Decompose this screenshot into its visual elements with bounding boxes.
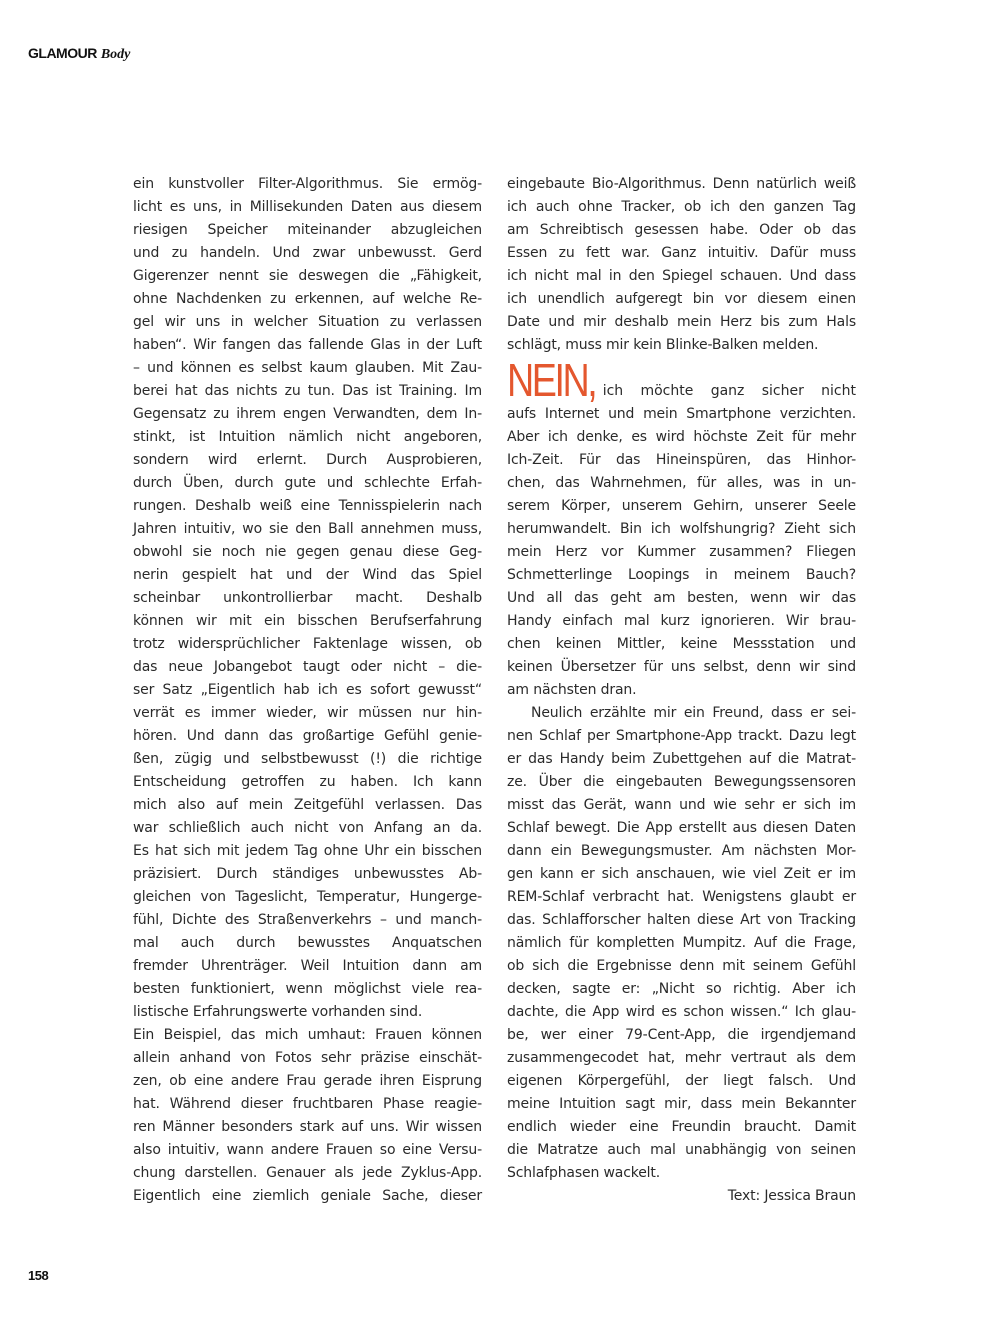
text-line: das. Schlafforscher halten diese Art von Tracking (507, 912, 856, 928)
text-line: und zu handeln. Und zwar unbewusst. Gerd (133, 245, 482, 261)
text-line: Handy einfach mal kurz ignorieren. Wir brau- (507, 613, 856, 629)
text-line: dann ein Bewegungsmuster. Am nächsten Mor- (507, 843, 856, 859)
text-line: Aber ich denke, es wird höchste Zeit für mehr (507, 429, 856, 445)
text-line: listische Erfahrungswerte vorhanden sind. (133, 1004, 423, 1020)
text-line: ohne Nachdenken zu erkennen, auf welche Re- (133, 291, 482, 307)
text-line: misst das Gerät, wann und wie sehr er sich im (507, 797, 856, 813)
text-line: Schlafphasen wackelt. (507, 1165, 661, 1181)
text-line: durch Üben, durch gute und schlechte Erfah- (133, 475, 482, 491)
text-line: verrät es immer wieder, wir müssen nur hin- (133, 705, 482, 721)
text-line: nämlich für kompletten Mumpitz. Auf die Frage, (507, 935, 856, 951)
author-credit: Text: Jessica Braun (727, 1188, 856, 1204)
text-line: – und können es selbst kaum glauben. Mit Zau- (133, 360, 482, 376)
text-line: chen, das Wahrnehmen, für alles, was in un- (507, 475, 856, 491)
text-line: Jahren intuitiv, wo sie den Ball annehmen muss, (133, 521, 482, 537)
text-line: gen kann er sich anschauen, wie viel Zeit er im (507, 866, 856, 882)
text-line: Schlaf bewegt. Die App erstellt aus diesen Daten (507, 820, 856, 836)
text-line: ich nicht mal in den Spiegel schauen. Und dass (507, 268, 856, 284)
text-line: nerin gespielt hat und der Wind das Spiel (133, 567, 482, 583)
text-line: am nächsten dran. (507, 682, 637, 698)
text-line: scheinbar unkontrollierbar macht. Deshalb (133, 590, 482, 606)
text-line: Es hat sich mit jedem Tag ohne Uhr ein bisschen (133, 843, 482, 859)
text-line: Eigentlich eine ziemlich geniale Sache, dieser (133, 1188, 482, 1204)
lead-rest-text: ich möchte ganz sicher nicht (602, 383, 856, 399)
text-line: gleichen von Tageslicht, Temperatur, Hungerge- (133, 889, 482, 905)
text-line: gel wir uns in welcher Situation zu verlassen (133, 314, 482, 330)
text-line: fühl, Dichte des Straßenverkehrs – und manch- (133, 912, 482, 928)
text-line: REM-Schlaf verbracht hat. Wenigstens glaubt er (507, 889, 856, 905)
text-line: Ich-Zeit. Für das Hineinspüren, das Hinhor- (507, 452, 856, 468)
text-line: stinkt, ist Intuition nämlich nicht angeboren, (133, 429, 482, 445)
text-line: riesigen Speicher miteinander abzugleichen (133, 222, 482, 238)
text-line: eingebaute Bio-Algorithmus. Denn natürlich weiß (507, 176, 856, 192)
text-line: sondern wird erlernt. Durch Ausprobieren, (133, 452, 482, 468)
text-line: ein kunstvoller Filter-Algorithmus. Sie ermög- (133, 176, 482, 192)
text-line: meine Intuition sagt mir, dass mein Bekannter (507, 1096, 856, 1112)
text-line: trotz widersprüchlicher Faktenlage wissen, ob (133, 636, 482, 652)
text-line: Entscheidung getroffen zu haben. Ich kann (133, 774, 482, 790)
text-line: herumwandelt. Bin ich wolfshungrig? Zieht sich (507, 521, 856, 537)
text-line: er das Handy beim Zubettgehen auf die Matrat- (507, 751, 856, 767)
text-line: Neulich erzählte mir ein Freund, dass er sei- (531, 705, 856, 721)
text-line: be, wer einer 79-Cent-App, die irgendjemand (507, 1027, 856, 1043)
text-line: schlägt, muss mir kein Blinke-Balken melden. (507, 337, 819, 353)
text-line: Schmetterlinge Loopings in meinem Bauch? (507, 567, 856, 583)
text-line: ser Satz „Eigentlich hab ich es sofort gewusst“ (133, 682, 482, 698)
magazine-header (28, 45, 130, 65)
text-line: mein Herz vor Kummer zusammen? Fliegen (507, 544, 856, 560)
text-line: hat. Während dieser fruchtbaren Phase reagie- (133, 1096, 482, 1112)
text-line: mal auch durch bewusstes Anquatschen (133, 935, 482, 951)
text-line: präzisiert. Durch ständiges unbewusstes Ab- (133, 866, 482, 882)
text-line: ich auch ohne Tracker, ob ich den ganzen Tag (507, 199, 856, 215)
text-line: hören. Und dann das großartige Gefühl genie- (133, 728, 482, 744)
text-line: am Schreibtisch gesessen habe. Oder ob das (507, 222, 856, 238)
text-line: die Matratze auch mal unabhängig von seinen (507, 1142, 856, 1158)
text-line: Essen zu fett war. Ganz intuitiv. Dafür muss (507, 245, 856, 261)
text-line: ob sich die Ergebnisse denn mit seinem Gefühl (507, 958, 856, 974)
text-line: Date und mir deshalb mein Herz bis zum Hals (507, 314, 856, 330)
text-line: mich also auf mein Zeitgefühl verlassen. Das (133, 797, 482, 813)
text-line: das neue Jobangebot taugt oder nicht – die- (133, 659, 482, 675)
text-line: rungen. Deshalb weiß eine Tennisspielerin nach (133, 498, 482, 514)
left-column (133, 173, 482, 1208)
right-column (507, 173, 856, 1208)
text-line: war schließlich auch nicht von Anfang an da. (133, 820, 482, 836)
text-line: ßen, zügig und selbstbewusst (!) die richtige (133, 751, 482, 767)
text-line: endlich wieder eine Freundin braucht. Damit (507, 1119, 856, 1135)
text-line: chen keinen Mittler, keine Messstation und (507, 636, 856, 652)
text-line: dachte, die App wird es schon wissen.“ Ich glau- (507, 1004, 856, 1020)
text-line: licht es uns, in Millisekunden Daten aus diesem (133, 199, 482, 215)
text-line: ren Männer besonders stark auf uns. Wir wissen (133, 1119, 482, 1135)
section-name: Body (100, 47, 131, 62)
text-line: also intuitiv, wann andere Frauen so eine Versu- (133, 1142, 482, 1158)
text-line: zen, ob eine andere Frau gerade ihren Eisprung (133, 1073, 482, 1089)
text-line: serem Körper, unserem Gehirn, unserer Seele (507, 498, 856, 514)
text-line: aufs Internet und mein Smartphone verzichten. (507, 406, 856, 422)
page-number: 158 (28, 1268, 49, 1283)
text-line: ze. Über die eingebauten Bewegungssensoren (507, 774, 856, 790)
text-line: berei hat das nichts zu tun. Das ist Training. Im (133, 383, 482, 399)
text-line: keinen Übersetzer für uns selbst, denn wir sind (507, 659, 856, 675)
text-line: allein anhand von Fotos sehr präzise einschät- (133, 1050, 482, 1066)
lead-line (507, 354, 856, 406)
brand-name: GLAMOUR (28, 45, 97, 61)
text-line: Ein Beispiel, das mich umhaut: Frauen können (133, 1027, 482, 1043)
text-line: besten funktioniert, wenn möglichst viele rea- (133, 981, 482, 997)
text-line: Gigerenzer nennt sie deswegen die „Fähigkeit, (133, 268, 482, 284)
text-line: haben“. Wir fangen das fallende Glas in der Luft (133, 337, 482, 353)
text-line: Und all das geht am besten, wenn wir das (507, 590, 856, 606)
text-line: eigenen Körpergefühl, der liegt falsch. Und (507, 1073, 856, 1089)
text-line: fremder Uhrenträger. Weil Intuition dann am (133, 958, 482, 974)
text-line: chung darstellen. Genauer als jede Zyklus-App. (133, 1165, 482, 1181)
text-line: können wir mit ein bisschen Berufserfahrung (133, 613, 482, 629)
text-line: Gegensatz zu ihrem engen Verwandten, dem In- (133, 406, 482, 422)
text-line: zusammengecodet hat, mehr vertraut als dem (507, 1050, 856, 1066)
text-line: nen Schlaf per Smartphone-App trackt. Dazu legt (507, 728, 856, 744)
lead-word: NEIN, (507, 354, 596, 406)
text-line: ich unendlich aufgeregt bin vor diesem einen (507, 291, 856, 307)
text-line: obwohl sie noch nie gegen genau diese Geg- (133, 544, 482, 560)
text-line: decken, sagte er: „Nicht so richtig. Aber ich (507, 981, 856, 997)
